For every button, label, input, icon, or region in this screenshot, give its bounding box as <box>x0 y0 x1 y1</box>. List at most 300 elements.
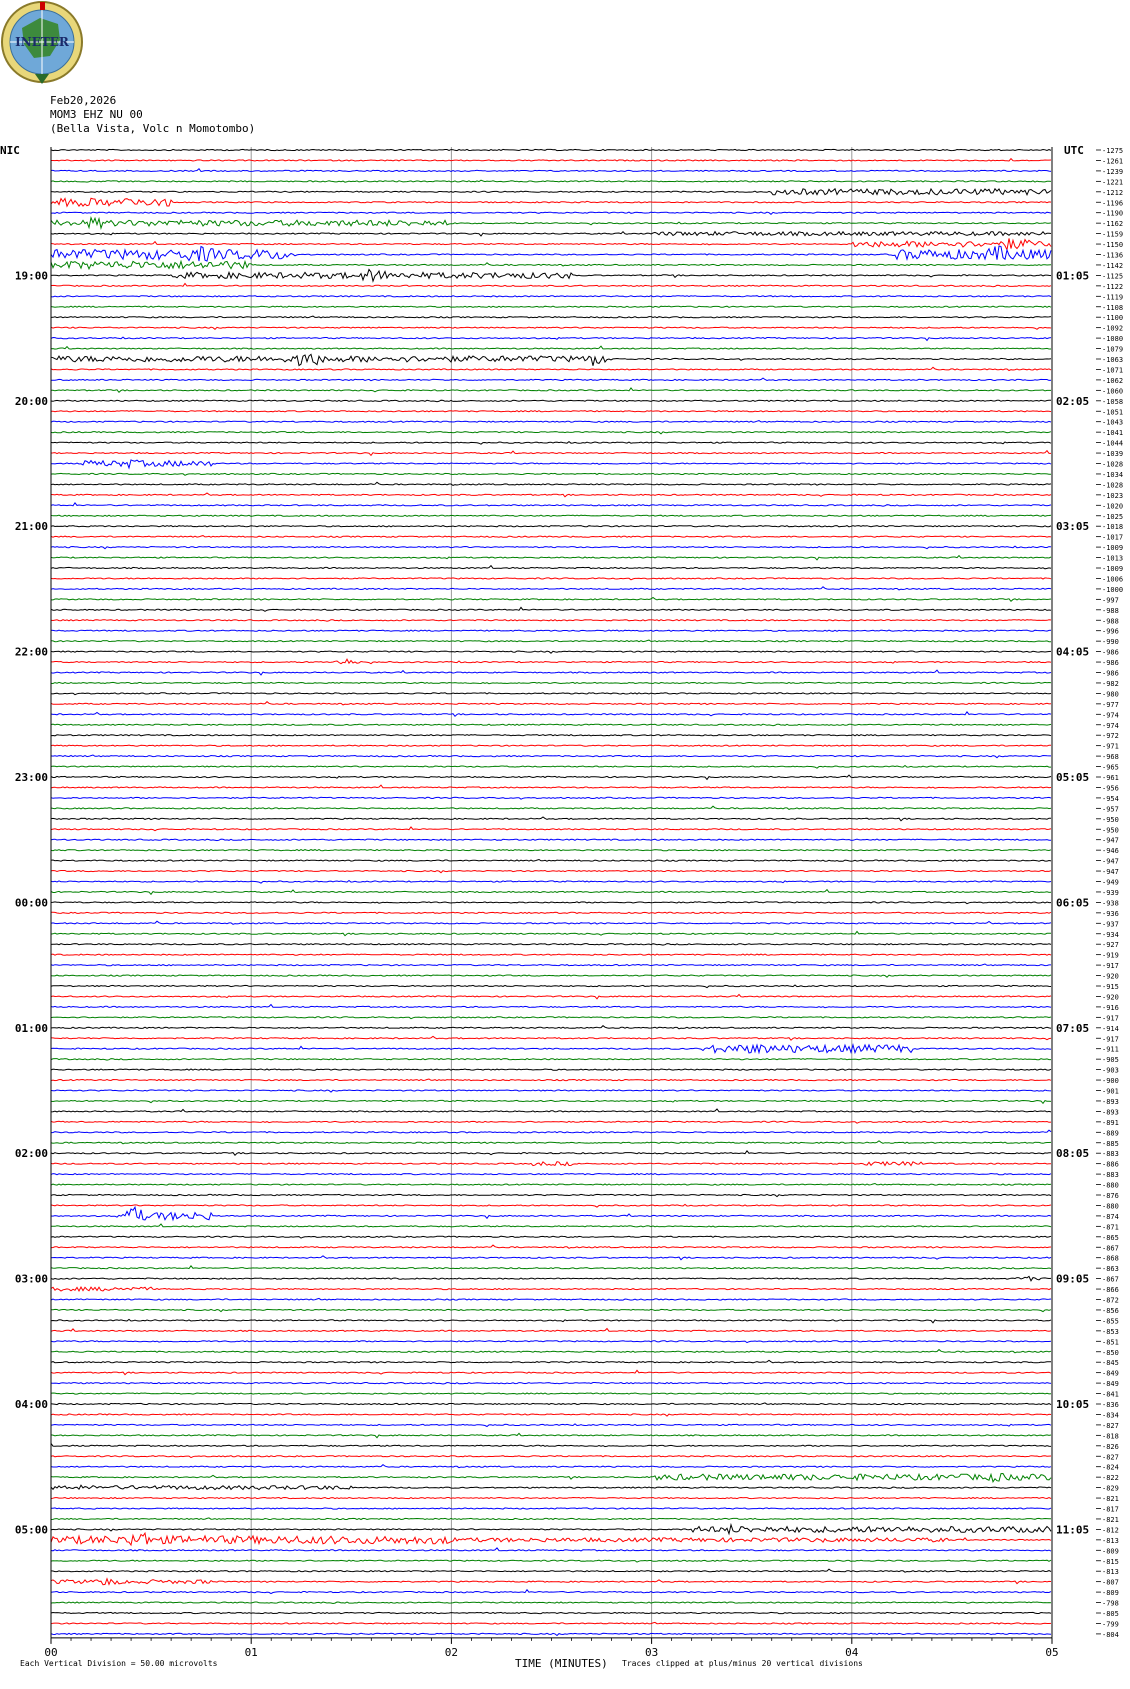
offset-label-73: -936 <box>1102 909 1119 918</box>
offset-label-48: -986 <box>1102 648 1119 657</box>
trace-5 <box>51 198 1051 206</box>
offset-label-71: -939 <box>1102 888 1119 897</box>
trace-82 <box>51 1005 1051 1008</box>
offset-label-36: -1018 <box>1102 523 1124 532</box>
offset-label-11: -1142 <box>1102 261 1124 270</box>
trace-100 <box>51 1194 1051 1196</box>
trace-92 <box>51 1109 1051 1112</box>
offset-label-4: -1212 <box>1102 188 1124 197</box>
left-hour-label: 04:00 <box>14 1398 48 1411</box>
trace-59 <box>51 766 1051 769</box>
trace-4 <box>51 189 1051 195</box>
trace-61 <box>51 785 1051 788</box>
trace-0 <box>51 149 1051 150</box>
trace-117 <box>51 1370 1051 1374</box>
trace-130 <box>51 1508 1051 1509</box>
offset-label-80: -915 <box>1102 983 1119 991</box>
offset-label-120: -836 <box>1102 1401 1119 1409</box>
offset-label-119: -841 <box>1102 1390 1119 1399</box>
trace-12 <box>51 270 1051 282</box>
offset-label-77: -919 <box>1102 951 1119 960</box>
trace-73 <box>51 912 1051 913</box>
trace-126 <box>51 1465 1051 1468</box>
offset-label-61: -956 <box>1102 784 1119 793</box>
offset-label-1: -1261 <box>1102 157 1124 166</box>
offset-label-57: -971 <box>1102 742 1119 751</box>
trace-53 <box>51 702 1051 705</box>
trace-17 <box>51 327 1051 329</box>
trace-97 <box>51 1162 1051 1166</box>
trace-104 <box>51 1236 1051 1238</box>
left-hour-label: 00:00 <box>14 896 48 910</box>
offset-label-122: -827 <box>1102 1421 1119 1430</box>
trace-112 <box>51 1319 1051 1322</box>
offset-label-16: -1100 <box>1102 314 1124 323</box>
offset-label-46: -996 <box>1102 627 1119 636</box>
trace-52 <box>51 693 1051 695</box>
trace-107 <box>51 1266 1051 1269</box>
trace-70 <box>51 881 1051 884</box>
trace-95 <box>51 1141 1051 1144</box>
offset-label-114: -851 <box>1102 1338 1119 1347</box>
trace-66 <box>51 839 1051 841</box>
offset-label-44: -988 <box>1102 606 1119 615</box>
offset-label-63: -957 <box>1102 805 1119 814</box>
offset-label-30: -1028 <box>1102 460 1124 469</box>
trace-1 <box>51 159 1051 161</box>
trace-139 <box>51 1602 1051 1604</box>
left-hour-label: 23:00 <box>14 771 48 784</box>
right-hour-label: 09:05 <box>1056 1272 1090 1286</box>
offset-label-14: -1119 <box>1102 293 1124 302</box>
trace-86 <box>51 1045 1051 1053</box>
trace-122 <box>51 1424 1051 1427</box>
trace-43 <box>51 598 1051 602</box>
footer-scale-label: Each Vertical Division = 50.00 microvolts <box>20 1658 218 1668</box>
offset-label-60: -961 <box>1102 774 1119 782</box>
trace-110 <box>51 1298 1051 1300</box>
trace-24 <box>51 400 1051 402</box>
offset-label-65: -950 <box>1102 826 1119 835</box>
trace-21 <box>51 367 1051 370</box>
offset-label-76: -927 <box>1102 941 1119 950</box>
trace-99 <box>51 1184 1051 1186</box>
offset-label-100: -876 <box>1102 1192 1119 1200</box>
trace-60 <box>51 775 1051 779</box>
offset-label-131: -821 <box>1102 1515 1119 1524</box>
offset-label-141: -799 <box>1102 1620 1119 1629</box>
offset-label-42: -1000 <box>1102 585 1124 594</box>
offset-label-121: -834 <box>1102 1411 1119 1420</box>
trace-32 <box>51 482 1051 485</box>
trace-42 <box>51 587 1051 590</box>
trace-128 <box>51 1485 1051 1489</box>
left-timezone-label: NIC <box>0 144 20 157</box>
right-hour-label: 10:05 <box>1056 1398 1090 1411</box>
trace-96 <box>51 1151 1051 1155</box>
offset-label-101: -880 <box>1102 1202 1119 1211</box>
offset-label-31: -1034 <box>1102 470 1124 479</box>
left-hour-label: 19:00 <box>14 269 48 283</box>
trace-140 <box>51 1612 1051 1613</box>
trace-2 <box>51 169 1051 172</box>
x-tick-label: 00 <box>44 1645 58 1659</box>
trace-26 <box>51 421 1051 423</box>
offset-label-92: -893 <box>1102 1108 1119 1117</box>
trace-90 <box>51 1090 1051 1092</box>
offset-label-37: -1017 <box>1102 533 1124 542</box>
offset-label-82: -916 <box>1102 1003 1119 1012</box>
trace-39 <box>51 556 1051 560</box>
logo-text: INETER <box>15 35 69 49</box>
offset-label-84: -914 <box>1102 1024 1119 1033</box>
offset-label-90: -901 <box>1102 1087 1119 1096</box>
offset-label-50: -986 <box>1102 669 1119 678</box>
right-timezone-label: UTC <box>1064 144 1084 157</box>
offset-label-52: -980 <box>1102 690 1119 699</box>
offset-label-139: -798 <box>1102 1599 1119 1608</box>
trace-103 <box>51 1224 1051 1227</box>
offset-label-34: -1020 <box>1102 502 1124 511</box>
trace-46 <box>51 630 1051 631</box>
offset-label-5: -1196 <box>1102 199 1124 208</box>
x-tick-label: 04 <box>845 1645 859 1659</box>
trace-71 <box>51 890 1051 895</box>
trace-77 <box>51 954 1051 955</box>
offset-label-112: -855 <box>1102 1317 1119 1326</box>
offset-label-88: -903 <box>1102 1066 1119 1075</box>
trace-69 <box>51 871 1051 873</box>
offset-label-118: -849 <box>1102 1380 1119 1389</box>
trace-113 <box>51 1329 1051 1332</box>
offset-label-33: -1023 <box>1102 491 1124 500</box>
trace-62 <box>51 797 1051 799</box>
offset-label-7: -1162 <box>1102 220 1124 229</box>
trace-88 <box>51 1069 1051 1070</box>
offset-label-140: -805 <box>1102 1610 1119 1618</box>
seismic-traces <box>51 149 1051 1635</box>
trace-111 <box>51 1309 1051 1311</box>
trace-114 <box>51 1341 1051 1343</box>
trace-142 <box>51 1633 1051 1635</box>
x-tick-label: 05 <box>1045 1645 1059 1659</box>
trace-93 <box>51 1121 1051 1123</box>
trace-129 <box>51 1498 1051 1499</box>
offset-label-106: -868 <box>1102 1254 1119 1263</box>
offset-label-70: -949 <box>1102 878 1119 887</box>
left-hour-label: 20:00 <box>14 394 48 408</box>
offset-label-17: -1092 <box>1102 324 1124 333</box>
date-label: Feb20,2026 <box>50 94 117 107</box>
trace-109 <box>51 1287 1051 1291</box>
trace-115 <box>51 1350 1051 1353</box>
offset-label-85: -917 <box>1102 1035 1119 1044</box>
trace-81 <box>51 995 1051 999</box>
trace-15 <box>51 306 1051 307</box>
trace-101 <box>51 1204 1051 1207</box>
offset-label-41: -1006 <box>1102 575 1124 584</box>
offset-label-53: -977 <box>1102 700 1119 709</box>
trace-44 <box>51 607 1051 611</box>
trace-45 <box>51 620 1051 622</box>
trace-20 <box>51 354 1051 365</box>
offset-label-126: -824 <box>1102 1463 1119 1472</box>
offset-label-113: -853 <box>1102 1327 1119 1336</box>
right-hour-label: 11:05 <box>1056 1523 1090 1537</box>
right-hour-label: 02:05 <box>1056 394 1090 408</box>
offset-label-83: -917 <box>1102 1014 1119 1023</box>
trace-11 <box>51 261 1051 269</box>
offset-label-6: -1190 <box>1102 209 1124 218</box>
trace-133 <box>51 1533 1051 1545</box>
offset-label-56: -972 <box>1102 732 1119 741</box>
offset-label-27: -1041 <box>1102 429 1124 438</box>
offset-label-86: -911 <box>1102 1045 1119 1054</box>
offset-label-142: -804 <box>1102 1630 1119 1639</box>
trace-78 <box>51 964 1051 966</box>
offset-label-0: -1275 <box>1102 147 1124 155</box>
left-hour-label: 21:00 <box>14 520 48 534</box>
trace-6 <box>51 212 1051 214</box>
trace-3 <box>51 180 1051 182</box>
station-label: MOM3 EHZ NU 00 <box>50 108 143 121</box>
trace-91 <box>51 1100 1051 1103</box>
offset-label-29: -1039 <box>1102 450 1124 459</box>
trace-51 <box>51 682 1051 683</box>
offset-label-115: -850 <box>1102 1348 1119 1357</box>
offset-label-127: -822 <box>1102 1474 1119 1483</box>
trace-48 <box>51 651 1051 653</box>
trace-35 <box>51 515 1051 516</box>
offset-label-55: -974 <box>1102 721 1119 730</box>
offset-label-23: -1060 <box>1102 387 1124 396</box>
offset-label-123: -818 <box>1102 1432 1119 1441</box>
trace-124 <box>51 1443 1051 1446</box>
trace-136 <box>51 1569 1051 1572</box>
offset-label-72: -938 <box>1102 899 1119 908</box>
offset-label-137: -807 <box>1102 1578 1119 1587</box>
trace-120 <box>51 1403 1051 1405</box>
offset-label-62: -954 <box>1102 794 1119 803</box>
right-hour-label: 03:05 <box>1056 520 1090 534</box>
offset-label-40: -1009 <box>1102 565 1124 573</box>
trace-68 <box>51 860 1051 862</box>
offset-label-19: -1079 <box>1102 345 1124 354</box>
trace-94 <box>51 1130 1051 1133</box>
offset-label-38: -1009 <box>1102 544 1124 553</box>
trace-54 <box>51 712 1051 716</box>
trace-127 <box>51 1474 1051 1482</box>
offset-label-96: -883 <box>1102 1150 1119 1159</box>
trace-49 <box>51 659 1051 664</box>
trace-83 <box>51 1017 1051 1019</box>
offset-label-10: -1136 <box>1102 251 1124 260</box>
offset-label-93: -891 <box>1102 1118 1119 1127</box>
offset-label-59: -965 <box>1102 763 1119 772</box>
trace-36 <box>51 526 1051 527</box>
offset-label-132: -812 <box>1102 1526 1119 1535</box>
offset-label-22: -1062 <box>1102 376 1124 385</box>
right-hour-label: 05:05 <box>1056 771 1090 784</box>
offset-label-130: -817 <box>1102 1505 1119 1514</box>
trace-50 <box>51 670 1051 675</box>
trace-18 <box>51 337 1051 340</box>
offset-label-66: -947 <box>1102 836 1119 845</box>
plot-labels <box>0 144 1123 1670</box>
offset-label-98: -883 <box>1102 1171 1119 1180</box>
right-hour-label: 01:05 <box>1056 269 1090 283</box>
offset-label-47: -990 <box>1102 638 1119 647</box>
trace-63 <box>51 806 1051 809</box>
trace-47 <box>51 640 1051 642</box>
trace-121 <box>51 1414 1051 1416</box>
offset-label-51: -982 <box>1102 679 1119 688</box>
left-hour-label: 05:00 <box>14 1523 48 1537</box>
trace-29 <box>51 451 1051 456</box>
offset-label-104: -865 <box>1102 1233 1119 1242</box>
offset-label-79: -920 <box>1102 972 1119 981</box>
offset-label-20: -1063 <box>1102 356 1124 364</box>
trace-123 <box>51 1433 1051 1437</box>
trace-7 <box>51 218 1051 228</box>
plot-axes <box>51 147 1052 1644</box>
trace-31 <box>51 473 1051 475</box>
left-hour-label: 22:00 <box>14 645 48 659</box>
offset-label-133: -813 <box>1102 1536 1119 1545</box>
offset-label-91: -893 <box>1102 1097 1119 1106</box>
trace-58 <box>51 755 1051 758</box>
offset-label-21: -1071 <box>1102 366 1124 375</box>
offset-label-103: -871 <box>1102 1223 1119 1232</box>
offset-label-3: -1221 <box>1102 178 1124 187</box>
trace-89 <box>51 1079 1051 1081</box>
trace-34 <box>51 503 1051 506</box>
offset-label-45: -988 <box>1102 617 1119 626</box>
trace-98 <box>51 1174 1051 1175</box>
trace-16 <box>51 316 1051 318</box>
x-tick-label: 03 <box>644 1645 659 1659</box>
trace-22 <box>51 378 1051 381</box>
trace-57 <box>51 745 1051 746</box>
trace-118 <box>51 1383 1051 1385</box>
trace-87 <box>51 1059 1051 1061</box>
offset-label-108: -867 <box>1102 1275 1119 1284</box>
trace-19 <box>51 346 1051 349</box>
trace-33 <box>51 493 1051 497</box>
trace-27 <box>51 432 1051 434</box>
trace-79 <box>51 975 1051 977</box>
offset-label-102: -874 <box>1102 1212 1119 1221</box>
offset-label-116: -845 <box>1102 1359 1119 1368</box>
offset-label-69: -947 <box>1102 868 1119 877</box>
offset-label-99: -880 <box>1102 1181 1119 1190</box>
offset-label-117: -849 <box>1102 1369 1119 1378</box>
trace-132 <box>51 1525 1051 1534</box>
trace-137 <box>51 1579 1051 1585</box>
offset-label-89: -900 <box>1102 1077 1119 1086</box>
offset-label-75: -934 <box>1102 930 1119 939</box>
trace-105 <box>51 1245 1051 1248</box>
offset-label-95: -885 <box>1102 1139 1119 1148</box>
offset-label-109: -866 <box>1102 1286 1119 1295</box>
trace-75 <box>51 931 1051 935</box>
offset-label-110: -872 <box>1102 1296 1119 1305</box>
offset-label-67: -946 <box>1102 847 1119 856</box>
trace-41 <box>51 578 1051 580</box>
offset-label-107: -863 <box>1102 1265 1119 1274</box>
trace-23 <box>51 388 1051 392</box>
right-hour-label: 06:05 <box>1056 896 1090 910</box>
offset-label-8: -1159 <box>1102 230 1124 239</box>
offset-label-87: -905 <box>1102 1056 1119 1065</box>
offset-label-81: -920 <box>1102 993 1119 1002</box>
location-label: (Bella Vista, Volc n Momotombo) <box>50 122 256 135</box>
trace-131 <box>51 1518 1051 1520</box>
offset-label-138: -809 <box>1102 1589 1119 1598</box>
trace-102 <box>51 1207 1051 1220</box>
offset-label-28: -1044 <box>1102 439 1124 448</box>
left-hour-label: 03:00 <box>14 1272 48 1286</box>
right-hour-label: 07:05 <box>1056 1021 1090 1035</box>
trace-37 <box>51 536 1051 538</box>
offset-label-13: -1122 <box>1102 282 1124 291</box>
offset-label-35: -1025 <box>1102 512 1124 521</box>
offset-label-39: -1013 <box>1102 554 1124 563</box>
offset-label-2: -1239 <box>1102 167 1124 176</box>
trace-25 <box>51 411 1051 412</box>
offset-label-134: -809 <box>1102 1547 1119 1556</box>
trace-84 <box>51 1026 1051 1029</box>
footer-clip-label: Traces clipped at plus/minus 20 vertical divisions <box>622 1658 863 1668</box>
trace-28 <box>51 442 1051 445</box>
x-axis-label: TIME (MINUTES) <box>515 1656 608 1670</box>
trace-14 <box>51 296 1051 297</box>
offset-label-111: -856 <box>1102 1306 1119 1315</box>
trace-72 <box>51 902 1051 904</box>
offset-label-49: -986 <box>1102 659 1119 668</box>
offset-label-9: -1150 <box>1102 241 1124 250</box>
offset-label-18: -1080 <box>1102 335 1124 344</box>
trace-30 <box>51 460 1051 468</box>
offset-label-15: -1108 <box>1102 303 1124 312</box>
offset-label-128: -829 <box>1102 1484 1119 1493</box>
right-hour-label: 08:05 <box>1056 1147 1090 1161</box>
trace-141 <box>51 1622 1051 1624</box>
trace-125 <box>51 1456 1051 1458</box>
left-hour-label: 02:00 <box>14 1147 48 1161</box>
trace-64 <box>51 817 1051 821</box>
left-hour-label: 01:00 <box>14 1021 48 1035</box>
trace-135 <box>51 1560 1051 1562</box>
trace-106 <box>51 1256 1051 1260</box>
offset-label-74: -937 <box>1102 920 1119 929</box>
offset-label-136: -813 <box>1102 1568 1119 1577</box>
trace-56 <box>51 735 1051 736</box>
offset-label-54: -974 <box>1102 711 1119 720</box>
trace-116 <box>51 1360 1051 1363</box>
offset-label-135: -815 <box>1102 1557 1119 1566</box>
trace-67 <box>51 850 1051 851</box>
trace-74 <box>51 921 1051 924</box>
offset-label-43: -997 <box>1102 596 1119 605</box>
offset-label-25: -1051 <box>1102 408 1124 417</box>
trace-65 <box>51 827 1051 831</box>
trace-138 <box>51 1590 1051 1594</box>
offset-label-32: -1028 <box>1102 481 1124 490</box>
offset-label-105: -867 <box>1102 1244 1119 1253</box>
offset-label-26: -1043 <box>1102 418 1124 427</box>
offset-label-24: -1058 <box>1102 397 1124 406</box>
